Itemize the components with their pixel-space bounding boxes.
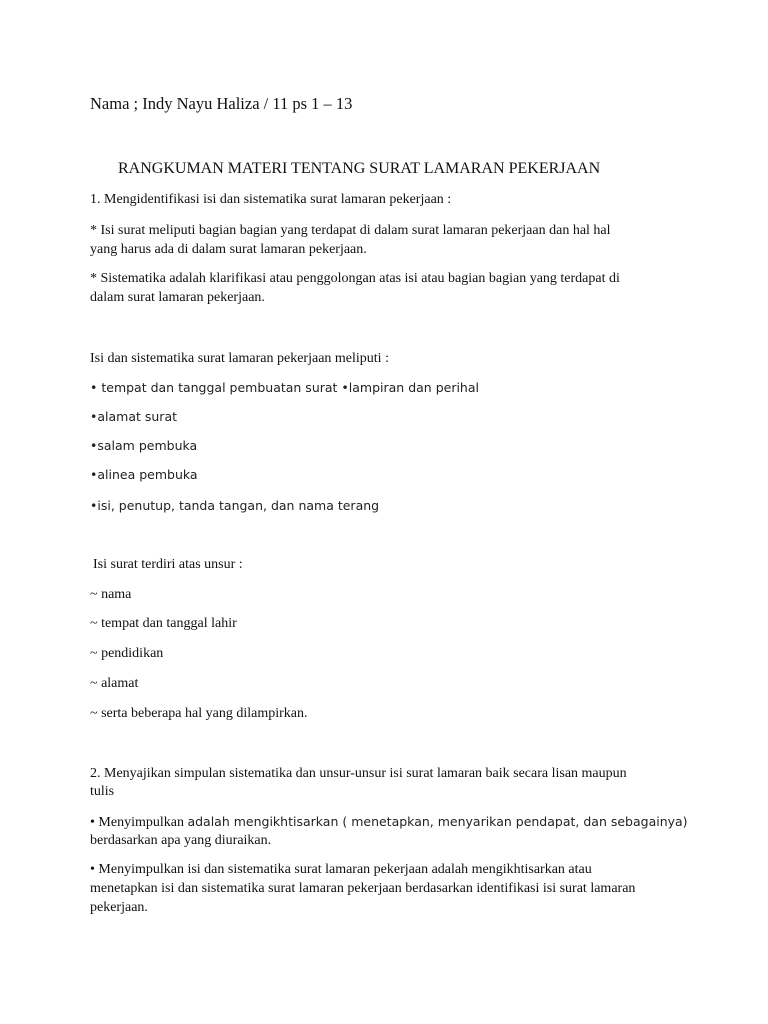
bullet-item: •alamat surat bbox=[90, 409, 178, 424]
document-heading: RANGKUMAN MATERI TENTANG SURAT LAMARAN PEKERJAAN bbox=[118, 160, 601, 177]
bullet-item: •salam pembuka bbox=[90, 438, 198, 453]
section1-para2-line1: * Sistematika adalah klarifikasi atau penggolongan atas isi atau bagian bagian yang terdapat di bbox=[90, 271, 620, 286]
section2-point1-line2: berdasarkan apa yang diuraikan. bbox=[90, 833, 272, 848]
section2-point2-line2: menetapkan isi dan sistematika surat lamaran pekerjaan berdasarkan identifikasi isi surat lamaran bbox=[90, 881, 636, 896]
unsur-item: ~ tempat dan tanggal lahir bbox=[90, 616, 237, 631]
student-name-line: Nama ; Indy Nayu Haliza / 11 ps 1 – 13 bbox=[90, 94, 353, 113]
section1-para2-line2: dalam surat lamaran pekerjaan. bbox=[90, 290, 265, 305]
bullet-item: • tempat dan tanggal pembuatan surat •lampiran dan perihal bbox=[90, 380, 479, 395]
section2-title-line1: 2. Menyajikan simpulan sistematika dan unsur-unsur isi surat lamaran baik secara lisan maupun bbox=[90, 766, 627, 781]
section2-title-line2: tulis bbox=[90, 784, 115, 799]
unsur-intro: Isi surat terdiri atas unsur : bbox=[93, 557, 243, 572]
point2-bullet: • Menyimpulkan bbox=[90, 862, 188, 877]
section2-point1-line1 bbox=[90, 812, 688, 832]
list-intro: Isi dan sistematika surat lamaran pekerjaan meliputi : bbox=[90, 351, 389, 366]
unsur-item: ~ nama bbox=[90, 587, 132, 602]
point1-text: adalah mengikhtisarkan ( menetapkan, menyarikan pendapat, dan sebagainya) bbox=[187, 814, 688, 829]
section1-title: 1. Mengidentifikasi isi dan sistematika surat lamaran pekerjaan : bbox=[90, 192, 452, 207]
section2-point2-line1 bbox=[90, 860, 592, 879]
section1-para1-line1: * Isi surat meliputi bagian bagian yang terdapat di dalam surat lamaran pekerjaan dan hal hal bbox=[90, 223, 611, 238]
unsur-item: ~ alamat bbox=[90, 676, 139, 691]
unsur-item: ~ pendidikan bbox=[90, 646, 164, 661]
unsur-item: ~ serta beberapa hal yang dilampirkan. bbox=[90, 706, 308, 721]
bullet-item: •alinea pembuka bbox=[90, 467, 198, 482]
point1-bullet: • Menyimpulkan bbox=[90, 815, 188, 830]
section1-para1-line2: yang harus ada di dalam surat lamaran pekerjaan. bbox=[90, 242, 367, 257]
bullet-item: •isi, penutup, tanda tangan, dan nama terang bbox=[90, 498, 380, 513]
section2-point2-line3: pekerjaan. bbox=[90, 900, 148, 915]
point2-text: isi dan sistematika surat lamaran pekerjaan adalah mengikhtisarkan atau bbox=[187, 862, 592, 877]
